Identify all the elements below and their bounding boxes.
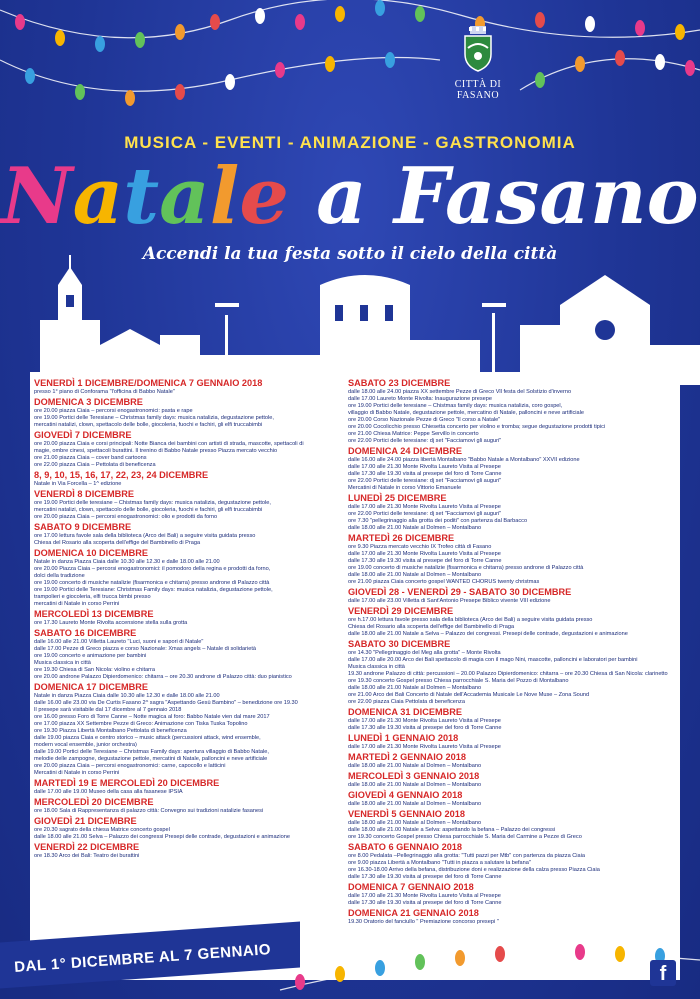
program-right-column [348,378,678,927]
event-day [348,790,678,808]
event-line: dalle 17.00 Pezze di Greco piazza e corso Nazionale: Xmas angels – Natale di solidarietà [34,646,257,652]
event-day-title: VENERDÌ 5 GENNAIO 2018 [348,809,465,819]
event-day [34,548,350,608]
light-bulb [125,90,135,106]
event-line: dalle 17.00 alle 21.30 Monte Rivolta Laureto Visita al Presepe [348,551,501,557]
event-line: Musica classica in città [34,660,91,666]
light-bulb [375,0,385,16]
light-bulb [375,960,385,976]
event-line: magie, ombre cinesi, spettacoli burattini. Il trenino di Babbo Natale presso Piazza mercato vecchio [34,448,278,454]
event-day-title: 8, 9, 10, 15, 16, 17, 22, 23, 24 DICEMBRE [34,470,209,480]
light-bulb [615,946,625,962]
title-letter: l [209,151,240,242]
event-line: ore 20.00 androne Palazzo Dipierdomenico: chitarra – ore 20.30 androne di Palazzo città: duo pianistico [34,674,292,680]
event-day-title: LUNEDÌ 1 GENNAIO 2018 [348,733,459,743]
event-line: ore 21.00 piazza Ciaia – cover band cartoons [34,455,147,461]
crest-label: CITTÀ DI FASANO [454,79,502,101]
event-day [348,908,678,926]
event-line: dalle 18.00 alle 21.00 Natale al Dolmen – Montalbano [348,782,482,788]
event-line: ore 7.30 "pellegrinaggio alla grotta dei poditi" con partenza dal Barbacco [348,518,528,524]
event-line: ore 20.00 piazza Ciaia – percorsi enogastronomici: pasta e rape [34,408,193,414]
event-day-title: MARTEDÌ 2 GENNAIO 2018 [348,752,466,762]
event-line: ore 8.00 Pedalata –Pellegrinaggio alla grotta: "Tutti pazzi per Mtb" con partenza da piazza Ciaia [348,853,585,859]
light-bulb [635,20,645,36]
event-line: dalle 17.00 alle 23.00 Villetta di Sant'Antonio Presepe Biblico vivente VIII edizione [348,598,551,604]
event-day-title: VENERDÌ 8 DICEMBRE [34,489,135,499]
light-bulb [615,50,625,66]
event-line: dalle 17.00 alle 20.00 Arco dei Bali spettacolo di magia con il mago Nini, mascotte, palloncini e laboratori per bambini [348,657,638,663]
event-day [34,682,350,777]
event-line: Mercatini di Natale in corso Perrini [34,770,120,776]
event-line: Il presepe sarà visitabile dal 17 dicembre al 7 gennaio 2018 [34,707,182,713]
event-line: dalle 18.00 alle 21.00 Natale al Dolmen – Montalbano [348,801,482,807]
event-line: ore 20.30 sagrato della chiesa Matrice concerto gospel [34,827,170,833]
event-day-title: VENERDÌ 22 DICEMBRE [34,842,140,852]
event-day-title: VENERDÌ 1 DICEMBRE/DOMENICA 7 GENNAIO 2018 [34,378,263,388]
event-day [348,493,678,532]
event-line: dalle 17.00 alle 21.30 Monte Rivolta Laureto Visita al Presepe [348,744,501,750]
event-line: dalle 18.00 alle 21.00 Natale al Dolmen – Montalbano [348,685,482,691]
event-day [34,842,350,860]
event-line: ore 20.00 Piazza Ciaia – percorsi enogastronomici: il pomodoro della regina e prodotti da forno, [34,566,271,572]
event-day [34,797,350,815]
light-bulb [275,62,285,78]
title-rest: a Fasano [289,151,699,242]
event-line: ore 9.30 Piazza mercato vecchio IX Trofeo città di Fasano [348,544,492,550]
event-day-title: SABATO 30 DICEMBRE [348,639,451,649]
event-day-title: DOMENICA 10 DICEMBRE [34,548,149,558]
event-day [348,378,678,445]
event-day [348,606,678,638]
light-bulb [15,14,25,30]
light-bulb [535,72,545,88]
event-line: Natale in Via Forcella – 1^ edizione [34,481,122,487]
event-line: dalle 17.30 alle 19.30 visita al presepe del foro di Torre Canne [348,471,502,477]
event-line: dalle 18.00 alle 24.00 piazza XX settembre Pezze di Greco Vll festa del Solstizio d'inverno [348,389,572,395]
event-day [34,489,350,521]
light-bulb [210,14,220,30]
city-crest [438,26,518,101]
event-day-title: DOMENICA 21 GENNAIO 2018 [348,908,479,918]
event-line: dalle 16.00 alle 23.00 via De Curtis Fasano 2^ sagra "Aspettando Gesù Bambino" – benedizione ore 19.30 [34,700,298,706]
event-line: dalle 19.00 Portici delle Teresiane – Christmas Family days: apertura villaggio di Babbo Natale, [34,749,269,755]
event-day-title: MARTEDÌ 26 DICEMBRE [348,533,455,543]
event-day [34,609,350,627]
event-line: ore 22.00 Portici delle teresiane: dj set "Facciamovi gli auguri" [348,438,502,444]
event-line: villaggio di Babbo Natale, degustazione pettole, mercatino di Natale, palloncini e neve artificiale [348,410,585,416]
event-line: dalle 18.00 alle 21.00 Natale a Selva – Palazzo dei congressi. Presepi delle contrade, degustazioni e animazione [348,631,628,637]
event-day-title: GIOVEDÌ 28 - VENERDÌ 29 - SABATO 30 DICEMBRE [348,587,572,597]
event-line: dalle 17.00 Laureto Monte Rivolta: Inaugurazione presepe [348,396,492,402]
event-day-title: SABATO 23 DICEMBRE [348,378,451,388]
event-line: ore 19.30 concerto Gospel presso Chiesa parrocchiale S. Maria del Carmine a Pezze di Greco [348,834,582,840]
event-line: dalle 17.00 alle 19.00 Museo della casa alla fasanese IPSIA [34,789,183,795]
event-line: ore 21.00 Chiesa Matrice: Peppe Servillo in concerto [348,431,479,437]
event-line: ore 19.00 Portici delle teresiane – Chistmas family days: musica natalizia, coro gospel, [348,403,563,409]
light-bulb [135,32,145,48]
event-day [348,533,678,586]
event-line: presso 1° piano di Conforama "l'officina di Babbo Natale" [34,389,175,395]
light-bulb [455,950,465,966]
light-bulb [535,12,545,28]
event-line: 19.30 androne Palazzo di città: percussioni – 20.00 Palazzo Dipierdomenico: chitarra – ore 20.30 Chiesa di San Nicola: clarinetto [348,671,668,677]
event-day [348,809,678,841]
event-day [348,707,678,732]
page-title [0,152,700,242]
light-bulb [675,24,685,40]
event-day-title: GIOVEDÌ 4 GENNAIO 2018 [348,790,463,800]
program-panel [30,372,680,980]
event-line: dalle 16.00 alle 24.00 piazza libertà Montalbano "Babbo Natale a Montalbano" XXVII edizione [348,457,580,463]
event-day [34,778,350,796]
date-band-label: DAL 1° DICEMBRE AL 7 GENNAIO [13,941,272,976]
program-left-column [34,378,350,861]
event-line: modern vocal ensemble, junior orchestra) [34,742,137,748]
event-day-title: GIOVEDÌ 7 DICEMBRE [34,430,132,440]
event-day-title: DOMENICA 3 DICEMBRE [34,397,143,407]
event-day-title: GIOVEDÌ 21 DICEMBRE [34,816,137,826]
event-line: dolci della tradizione [34,573,85,579]
event-line: ore 18.00 Sala di Rappresentanza di palazzo città: Convegno sui tradizioni natalizie fasanesi [34,808,264,814]
event-day-title: DOMENICA 7 GENNAIO 2018 [348,882,474,892]
light-bulb [335,966,345,982]
event-line: ore 19.30 Piazza Libertà Montalbano Pettolata di beneficenza [34,728,187,734]
title-letter: e [239,151,289,242]
event-line: trampolieri e giocoleria, elfi trucca bimbi presso [34,594,151,600]
string-lights-decoration [0,0,700,140]
event-line: ore 19.30 concerto Gospel presso Chiesa parrocchiale S. Maria del Pozzo di Montalbano [348,678,569,684]
event-line: ore 18.30 Arco dei Bali: Teatro dei burattini [34,853,140,859]
event-line: ore 19.00 Portici delle teresiane – Chistmas family days: musica natalizia, degustazione pettole, [34,500,271,506]
light-bulb [325,56,335,72]
event-day-title: LUNEDÌ 25 DICEMBRE [348,493,447,503]
event-day [348,733,678,751]
event-day [348,752,678,770]
event-line: dalle 18.00 alle 21.00 Natale al Dolmen – Montalbano [348,572,482,578]
light-bulb [415,954,425,970]
event-line: ore 19.00 concerto di musiche natalizie (fisarmonica e chitarra) presso androne di Palazzo città [34,580,270,586]
event-line: dalle 17.30 alle 19.30 visita al presepe del foro di Torre Canne [348,558,502,564]
event-day [34,397,350,429]
event-line: ore 19.00 concerto e animazione per bambini [34,653,147,659]
subtitle: Accendi la tua festa sotto il cielo della città [142,244,558,264]
event-day [348,446,678,492]
light-bulb [95,36,105,52]
event-line: dalle 17.30 alle 19.30 visita al presepe del foro di Torre Canne [348,725,502,731]
event-line: ore 20.00 piazza Ciaia – percorsi enogastronomici: olio e prodotti da forno [34,514,218,520]
event-day [34,522,350,547]
facebook-icon[interactable]: f [650,960,676,986]
title-letter: a [159,151,210,242]
event-line: mercatini di Natale in corso Perrini [34,601,120,607]
event-day [34,430,350,469]
event-day [348,882,678,907]
event-line: dalle 18.00 alle 21.00 Selva – Palazzo dei congressi Presepi delle contrade, degustazioni e animazione [34,834,290,840]
event-day [34,378,350,396]
light-bulb [225,74,235,90]
event-day-title: MARTEDÌ 19 E MERCOLEDÌ 20 DICEMBRE [34,778,220,788]
event-line: dalle 19.00 piazza Ciaia e centro storico – music attack (percussioni attack, wind ensemble, [34,735,261,741]
light-bulb [685,60,695,76]
event-line: ore h.17.00 lettura favole presso sala della biblioteca (Arco dei Bali) a seguire visita guidata presso [348,617,593,623]
event-day-title: MERCOLEDÌ 3 GENNAIO 2018 [348,771,480,781]
event-line: dalle 17.00 alle 21.30 Monte Rivolta Laureto Visita al Presepe [348,464,501,470]
event-line: ore 22.00 piazza Ciaia – Pettolata di beneficenza [34,462,156,468]
event-line: dalle 17.30 alle 19.30 visita al presepe del foro di Torre Canne [348,874,502,880]
event-day [348,771,678,789]
event-line: ore 21.00 Arco dei Bali Concerto di Natale dell'Accademia Musicale Le Nove Muse – Zona Sound [348,692,590,698]
event-line: dalle 18.00 alle 21.00 Natale a Selva: aspettando la befana – Palazzo dei congressi [348,827,556,833]
event-day-title: SABATO 16 DICEMBRE [34,628,137,638]
city-skyline-decoration [0,245,700,385]
title-letter: N [1,151,73,242]
event-line: ore 22.00 Portici delle teresiane: dj set "Facciamovi gli auguri" [348,478,502,484]
light-bulb [295,14,305,30]
light-bulb [175,24,185,40]
event-day-title: SABATO 9 DICEMBRE [34,522,132,532]
event-day [34,470,350,488]
light-bulb [575,56,585,72]
event-line: dalle 17.00 alle 21.30 Monte Rivolta Laureto Visita al Presepe [348,893,501,899]
event-line: ore 16.30-18.00 Arrivo della befana, distribuzione doni e realizzazione della calza presso Piazza Ciaia [348,867,600,873]
light-bulb [575,944,585,960]
light-bulb [55,30,65,46]
event-line: Chiesa del Rosario alla scoperta dell'effige del Bambinello di Praga [348,624,515,630]
event-line: ore 16.00 presso Foro di Torre Canne – Notte magica al foro: Babbo Natale vien dal mare 2017 [34,714,270,720]
event-line: ore 19.00 Portici delle Teresiane – Christmas family days: musica natalizia, degustazione pettole, [34,415,274,421]
light-bulb [385,52,395,68]
event-line: dalle 18.00 alle 21.00 Natale al Dolmen – Montalbano [348,525,482,531]
event-line: ore 19.30 Chiesa di San Nicola: violino e chitarra [34,667,155,673]
event-day [34,628,350,681]
light-bulb [415,6,425,22]
light-bulb [335,6,345,22]
event-line: ore 17.00 piazza XX Settembre Pezze di Greco: Animazione con Tiska Tuska Topolino [34,721,248,727]
event-line: mercatini natalizi, clown, spettacolo delle bolle, giocoleria, fuochi e fachiri, gli elfi truccabimbi [34,422,263,428]
light-bulb [495,946,505,962]
event-line: ore 14.30 "Pellegrinaggio del Meg alla grotta" – Monte Rivolta [348,650,501,656]
light-bulb [175,84,185,100]
event-day [348,639,678,706]
event-line: ore 20.00 Cocolicchio presso Chiesetta concerto per violino e tromba; segue degustazione prodotti tipici [348,424,606,430]
light-bulb [535,944,545,960]
event-day-title: DOMENICA 17 DICEMBRE [34,682,149,692]
crest-shield-icon [461,26,495,72]
event-line: ore 17.00 lettura favole sala della biblioteca (Arco dei Bali) a seguire visita guidata presso [34,533,256,539]
event-day [348,842,678,881]
event-day-title: MERCOLEDÌ 13 DICEMBRE [34,609,154,619]
event-line: dalle 17.00 alle 21.30 Monte Rivolta Laureto Visita al Presepe [348,718,501,724]
event-line: Musica classica in città [348,664,405,670]
event-line: Chiesa del Rosario alla scoperta dell'effige del Bambinello di Praga [34,540,201,546]
event-day-title: SABATO 6 GENNAIO 2018 [348,842,463,852]
title-letter: t [123,151,160,242]
light-bulb [255,8,265,24]
event-line: ore 20.00 piazza Ciaia – percorsi enogastronomici: carne, capocollo e latticini [34,763,226,769]
light-bulb [75,84,85,100]
event-line: Natale in danza Piazza Ciaia dalle 10.30 alle 12.30 e dalle 18.00 alle 21.00 [34,559,220,565]
event-line: 19.30 Oratorio del fanciullo " Premiazione concorso presepi " [348,919,499,925]
event-line: dalle 16.00 alle 21.00 Villetta Laureto "Luci, suoni e sapori di Natale" [34,639,204,645]
light-bulb [585,16,595,32]
light-bulb [25,68,35,84]
title-letter: a [72,151,124,242]
event-day [348,587,678,605]
event-day-title: VENERDÌ 29 DICEMBRE [348,606,454,616]
event-line: dalle 18.00 alle 21.00 Natale al Dolmen – Montalbano [348,763,482,769]
event-day-title: DOMENICA 31 DICEMBRE [348,707,463,717]
event-line: ore 22.00 piazza Ciaia Pettolata di beneficenza [348,699,465,705]
event-day-title: MERCOLEDÌ 20 DICEMBRE [34,797,154,807]
event-line: ore 19.00 Portici delle Teresiane: Christmas Family days: musica natalizia, degustazione pettole, [34,587,273,593]
event-day-title: DOMENICA 24 DICEMBRE [348,446,463,456]
event-line: Mercatini di Natale in corso Vittorio Emanuele [348,485,462,491]
event-line: ore 17.30 Laureto Monte Rivolta accensione stella sulla grotta [34,620,188,626]
event-line: dalle 17.30 alle 19.30 visita al presepe del foro di Torre Canne [348,900,502,906]
light-bulb [295,974,305,990]
event-line: dalle 17.00 alle 21.30 Monte Rivolta Laureto Visita al Presepe [348,504,501,510]
event-line: ore 22.00 Portici delle teresiane: dj set "Facciamovi gli auguri" [348,511,502,517]
event-day [34,816,350,841]
event-line: ore 19.00 concerto di musiche natalizie (fisarmonica e chitarra) presso androne di Palazzo città [348,565,584,571]
event-line: ore 20.00 piazza Ciaia e corsi principali: Notte Bianca dei bambini con artisti di strada, mascotte, spettacoli di [34,441,304,447]
light-bulb [655,54,665,70]
event-line: ore 9.00 piazza Libertà a Montalbano "Tutti in piazza a salutare la befana" [348,860,531,866]
event-line: dalle 18.00 alle 21.00 Natale al Dolmen – Montalbano [348,820,482,826]
event-line: mercatini natalizi, clown, spettacolo delle bolle, giocoleria, fuochi e fachiri, gli elfi truccabimbi [34,507,263,513]
event-line: ore 21.00 piazza Ciaia concerto gospel WANTED CHORUS twenty christmas [348,579,540,585]
event-line: melodie delle zampogne, degustazione pettole, mercatini di Natale, palloncini e neve artificiale [34,756,268,762]
tagline: MUSICA - EVENTI - ANIMAZIONE - GASTRONOMIA [124,133,576,152]
event-line: ore 20.00 Corso Nazionale Pezze di Greco "Il corso a Natale" [348,417,501,423]
event-line: Natale in danza Piazza Ciaia dalle 10.30 alle 12.30 e dalle 18.00 alle 21.00 [34,693,220,699]
